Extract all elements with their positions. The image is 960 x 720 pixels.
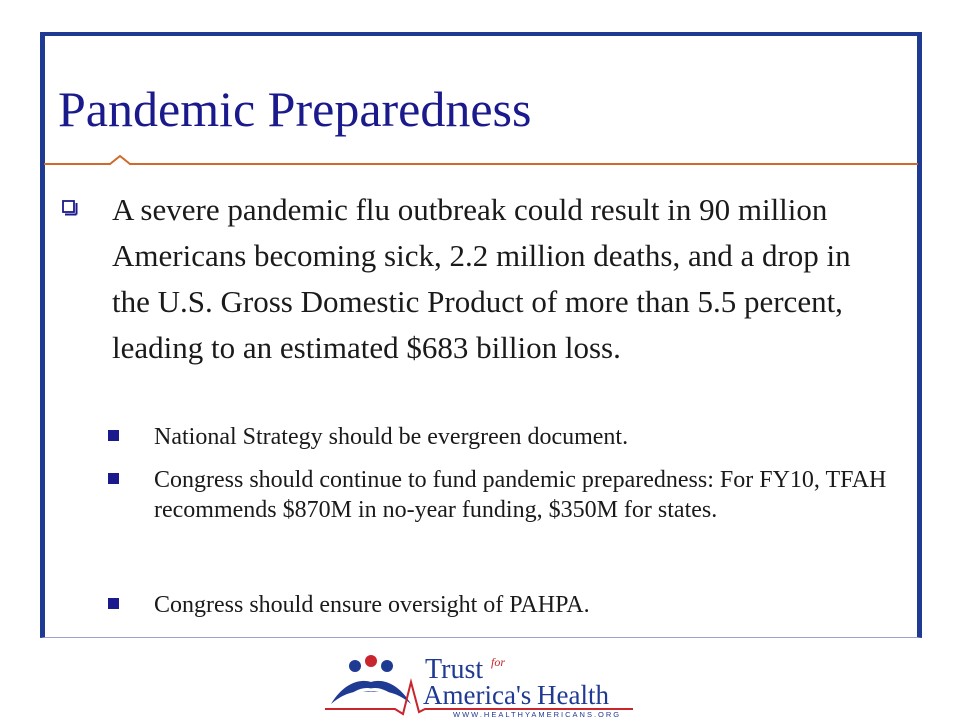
people-figures-icon — [331, 655, 411, 704]
slide-title: Pandemic Preparedness — [58, 81, 532, 137]
sub-bullet-item — [108, 590, 888, 620]
logo-health-text: Health — [537, 680, 609, 710]
logo-url-text: WWW.HEALTHYAMERICANS.ORG — [453, 710, 622, 718]
hollow-square-bullet-icon — [62, 200, 78, 216]
sub-bullet-text: Congress should ensure oversight of PAHPA. — [154, 592, 590, 618]
logo-americas-text: America's — [423, 680, 532, 710]
title-divider — [44, 152, 918, 172]
sub-bullet-text: Congress should continue to fund pandemic preparedness: For FY10, TFAH recommends $870M in no-year funding, $350M for states. — [154, 467, 887, 523]
sub-bullet-item — [108, 422, 888, 452]
main-bullet-text: A severe pandemic flu outbreak could result in 90 million Americans becoming sick, 2.2 million deaths, and a drop in the U.S. Gross Domestic Product of more than 5.5 percent, leading to an estimated $683 billion loss. — [112, 192, 851, 365]
square-bullet-icon — [108, 473, 119, 484]
sub-bullet-text: National Strategy should be evergreen document. — [154, 424, 629, 450]
square-bullet-icon — [108, 430, 119, 441]
logo-trust-text: Trust — [425, 654, 484, 685]
sub-bullet-item — [108, 465, 888, 525]
square-bullet-icon — [108, 598, 119, 609]
logo-for-text: for — [491, 655, 506, 669]
tfah-logo — [325, 652, 645, 718]
